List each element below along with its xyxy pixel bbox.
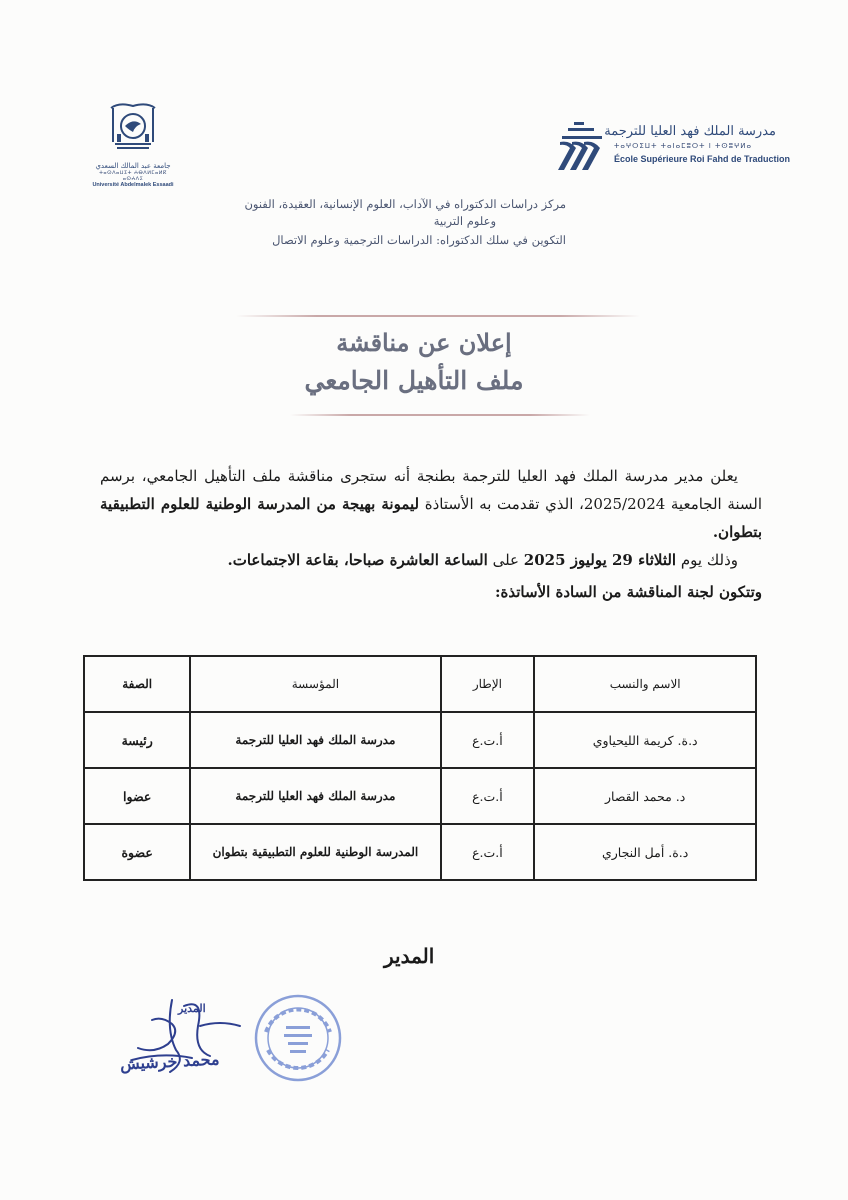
member-name: د. محمد القصار <box>534 768 756 824</box>
director-title: المدير <box>384 944 435 968</box>
header-frame: الإطار <box>441 656 535 712</box>
table-row <box>84 712 756 768</box>
member-role: رئيسة <box>84 712 190 768</box>
member-institution: مدرسة الملك فهد العليا للترجمة <box>190 768 440 824</box>
logo-left-name-fr: Université Abdelmalek Essaadi <box>92 182 174 188</box>
header-role: الصفة <box>84 656 190 712</box>
defense-time-location: الساعة العاشرة صباحا، بقاعة الاجتماعات. <box>227 551 488 569</box>
table-row <box>84 824 756 880</box>
handwritten-director-label: المدير <box>178 1002 206 1015</box>
ecole-roi-fahd-logo <box>552 118 791 174</box>
table-row <box>84 768 756 824</box>
member-frame: أ.ت.ع <box>441 768 535 824</box>
committee-intro: وتتكون لجنة المناقشة من السادة الأساتذة: <box>494 583 762 601</box>
member-frame: أ.ت.ع <box>441 824 535 880</box>
header-institution: المؤسسة <box>190 656 440 712</box>
logo-left-name-tifinagh: ⵜⴰⵙⴷⴰⵡⵉⵜ ⵄⴱⴷⵍⵎⴰⵍⴽ ⴰⵙⵄⴷⵉ <box>99 170 167 182</box>
title-bottom-divider <box>290 414 590 416</box>
candidate-institution: المدرسة الوطنية للعلوم التطبيقية بتطوان. <box>100 495 762 541</box>
member-name: د.ة. أمل النجاري <box>534 824 756 880</box>
logo-left-name-ar: جامعة عبد المالك السعدي <box>95 162 171 170</box>
header-line-2: وعلوم التربية <box>433 214 496 228</box>
member-name: د.ة. كريمة الليحياوي <box>534 712 756 768</box>
paragraph-2-text: وذلك يوم <box>676 551 738 569</box>
member-role: عضوا <box>84 768 190 824</box>
member-institution: مدرسة الملك فهد العليا للترجمة <box>190 712 440 768</box>
announcement-title-line-2: ملف التأهيل الجامعي <box>304 366 524 395</box>
announcement-paragraph-2 <box>100 546 762 574</box>
member-institution: المدرسة الوطنية للعلوم التطبيقية بتطوان <box>190 824 440 880</box>
logo-right-name-tifinagh: ⵜⴰⵖⵔⵉⵡⵜ ⵜⴰⵏⴰⵎⵓⵔⵜ ⵏ ⵜⵙⵓⵖⵍⴰ <box>614 142 753 150</box>
member-frame: أ.ت.ع <box>441 712 535 768</box>
title-top-divider <box>236 315 640 317</box>
logo-right-name-ar: مدرسة الملك فهد العليا للترجمة <box>604 124 776 139</box>
ecole-roi-fahd-emblem-icon <box>552 120 610 170</box>
header-line-3: التكوين في سلك الدكتوراه: الدراسات الترجمية وعلوم الاتصال <box>272 233 566 247</box>
paragraph-2-on: على <box>487 551 524 569</box>
member-role: عضوة <box>84 824 190 880</box>
announcement-paragraph-1 <box>100 462 762 546</box>
header-name: الاسم والنسب <box>534 656 756 712</box>
header-line-1: مركز دراسات الدكتوراه في الآداب، العلوم الإنسانية، العقيدة، الفنون <box>244 197 566 211</box>
candidate-name: ليمونة بهيجة <box>341 495 420 513</box>
paragraph-1-text: يعلن مدير مدرسة الملك فهد العليا للترجمة بطنجة أنه ستجرى مناقشة ملف التأهيل الجامعي، برسم السنة الجامعية 2025/2024، الذي تقدمت به الأستاذة <box>100 467 763 513</box>
university-emblem-icon <box>105 100 161 156</box>
committee-table <box>83 655 757 881</box>
defense-date: الثلاثاء 29 يوليوز 2025 <box>523 551 677 569</box>
logo-right-name-fr: École Supérieure Roi Fahd de Traduction <box>614 154 791 164</box>
table-header-row <box>84 656 756 712</box>
announcement-title-line-1: إعلان عن مناقشة <box>336 328 512 357</box>
handwritten-director-name: محمد خرشيش <box>119 1049 220 1074</box>
universite-abdelmalek-essaadi-logo <box>88 100 178 190</box>
announcement-body <box>100 462 762 606</box>
paragraph-1-from: من <box>310 495 342 513</box>
doctoral-center-header <box>206 196 566 249</box>
